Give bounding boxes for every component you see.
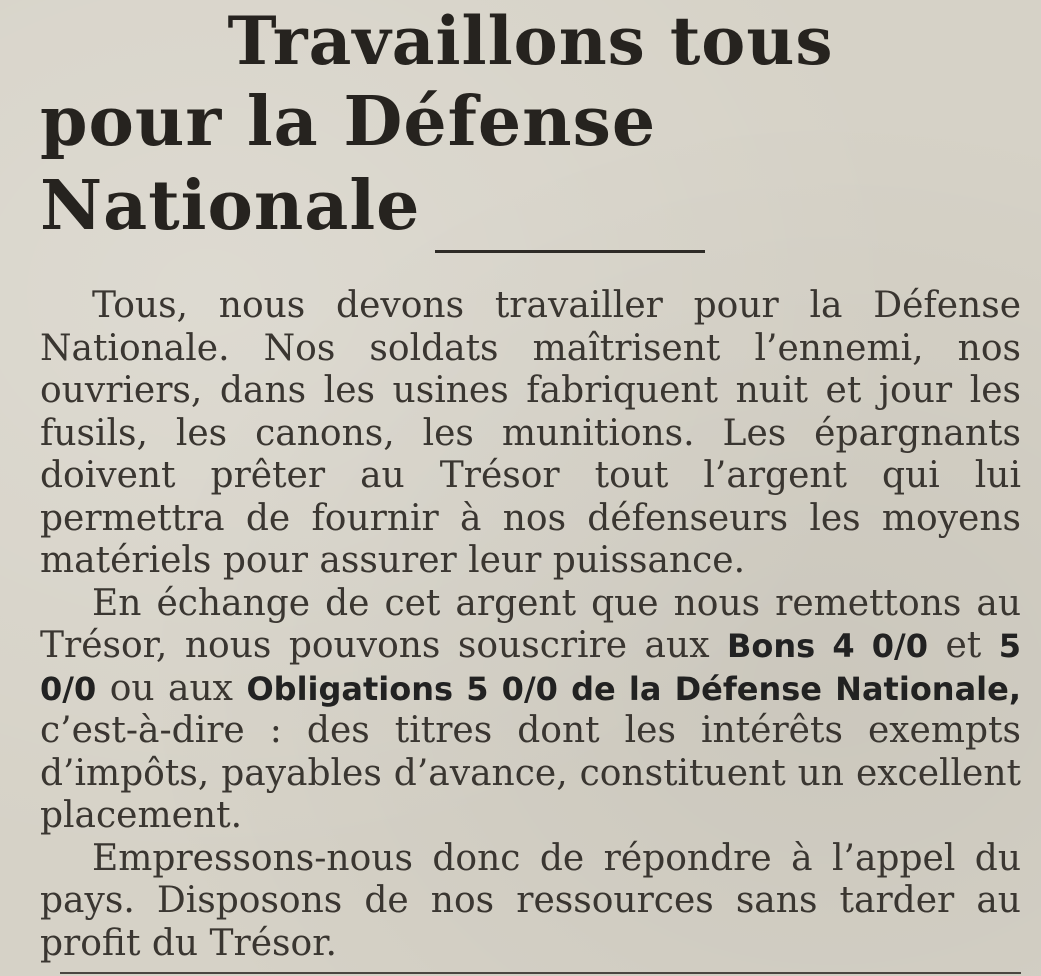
paragraph-1: Tous, nous devons travailler pour la Défense Nationale. Nos soldats maîtrisent l’ennemi, nos ouvriers, dans les usines fabriquent nuit et jour les fusils, les canons, les munitions. Les épargnants doivent prêter au Trésor tout l’argent qui lui permettra de fournir à nos défenseurs les moyens matériels pour assurer leur puissance.	[40, 285, 1021, 581]
headline-divider	[435, 250, 705, 253]
paragraph-3: Empressons-nous donc de répondre à l’appel du pays. Disposons de nos ressources sans tarder au profit du Trésor.	[40, 837, 1021, 964]
paragraph-2-text-a: En échange de cet argent que nous remettons au Trésor, nous pouvons souscrire aux	[40, 582, 1021, 666]
paragraph-2	[40, 583, 1021, 838]
headline-line-2: pour la Défense Nationale	[40, 82, 657, 246]
paragraph-2-text-d: c’est-à-dire : des titres dont les intérêts exempts d’impôts, payables d’avance, constituent un excellent placement.	[40, 710, 1021, 836]
paragraph-2-text-b: et	[928, 625, 999, 666]
bons-4-label: Bons 4 0/0	[726, 627, 929, 665]
paragraph-2-text-c: ou aux	[96, 667, 247, 709]
bons-5-label: 5 0/0	[40, 627, 1021, 708]
obligations-label: Obligations 5 0/0 de la Défense Nationale,	[246, 669, 1022, 708]
headline	[40, 0, 1021, 248]
headline-line-1: Travaillons tous	[227, 2, 834, 80]
article-body	[40, 285, 1021, 965]
bottom-divider	[60, 972, 1021, 974]
